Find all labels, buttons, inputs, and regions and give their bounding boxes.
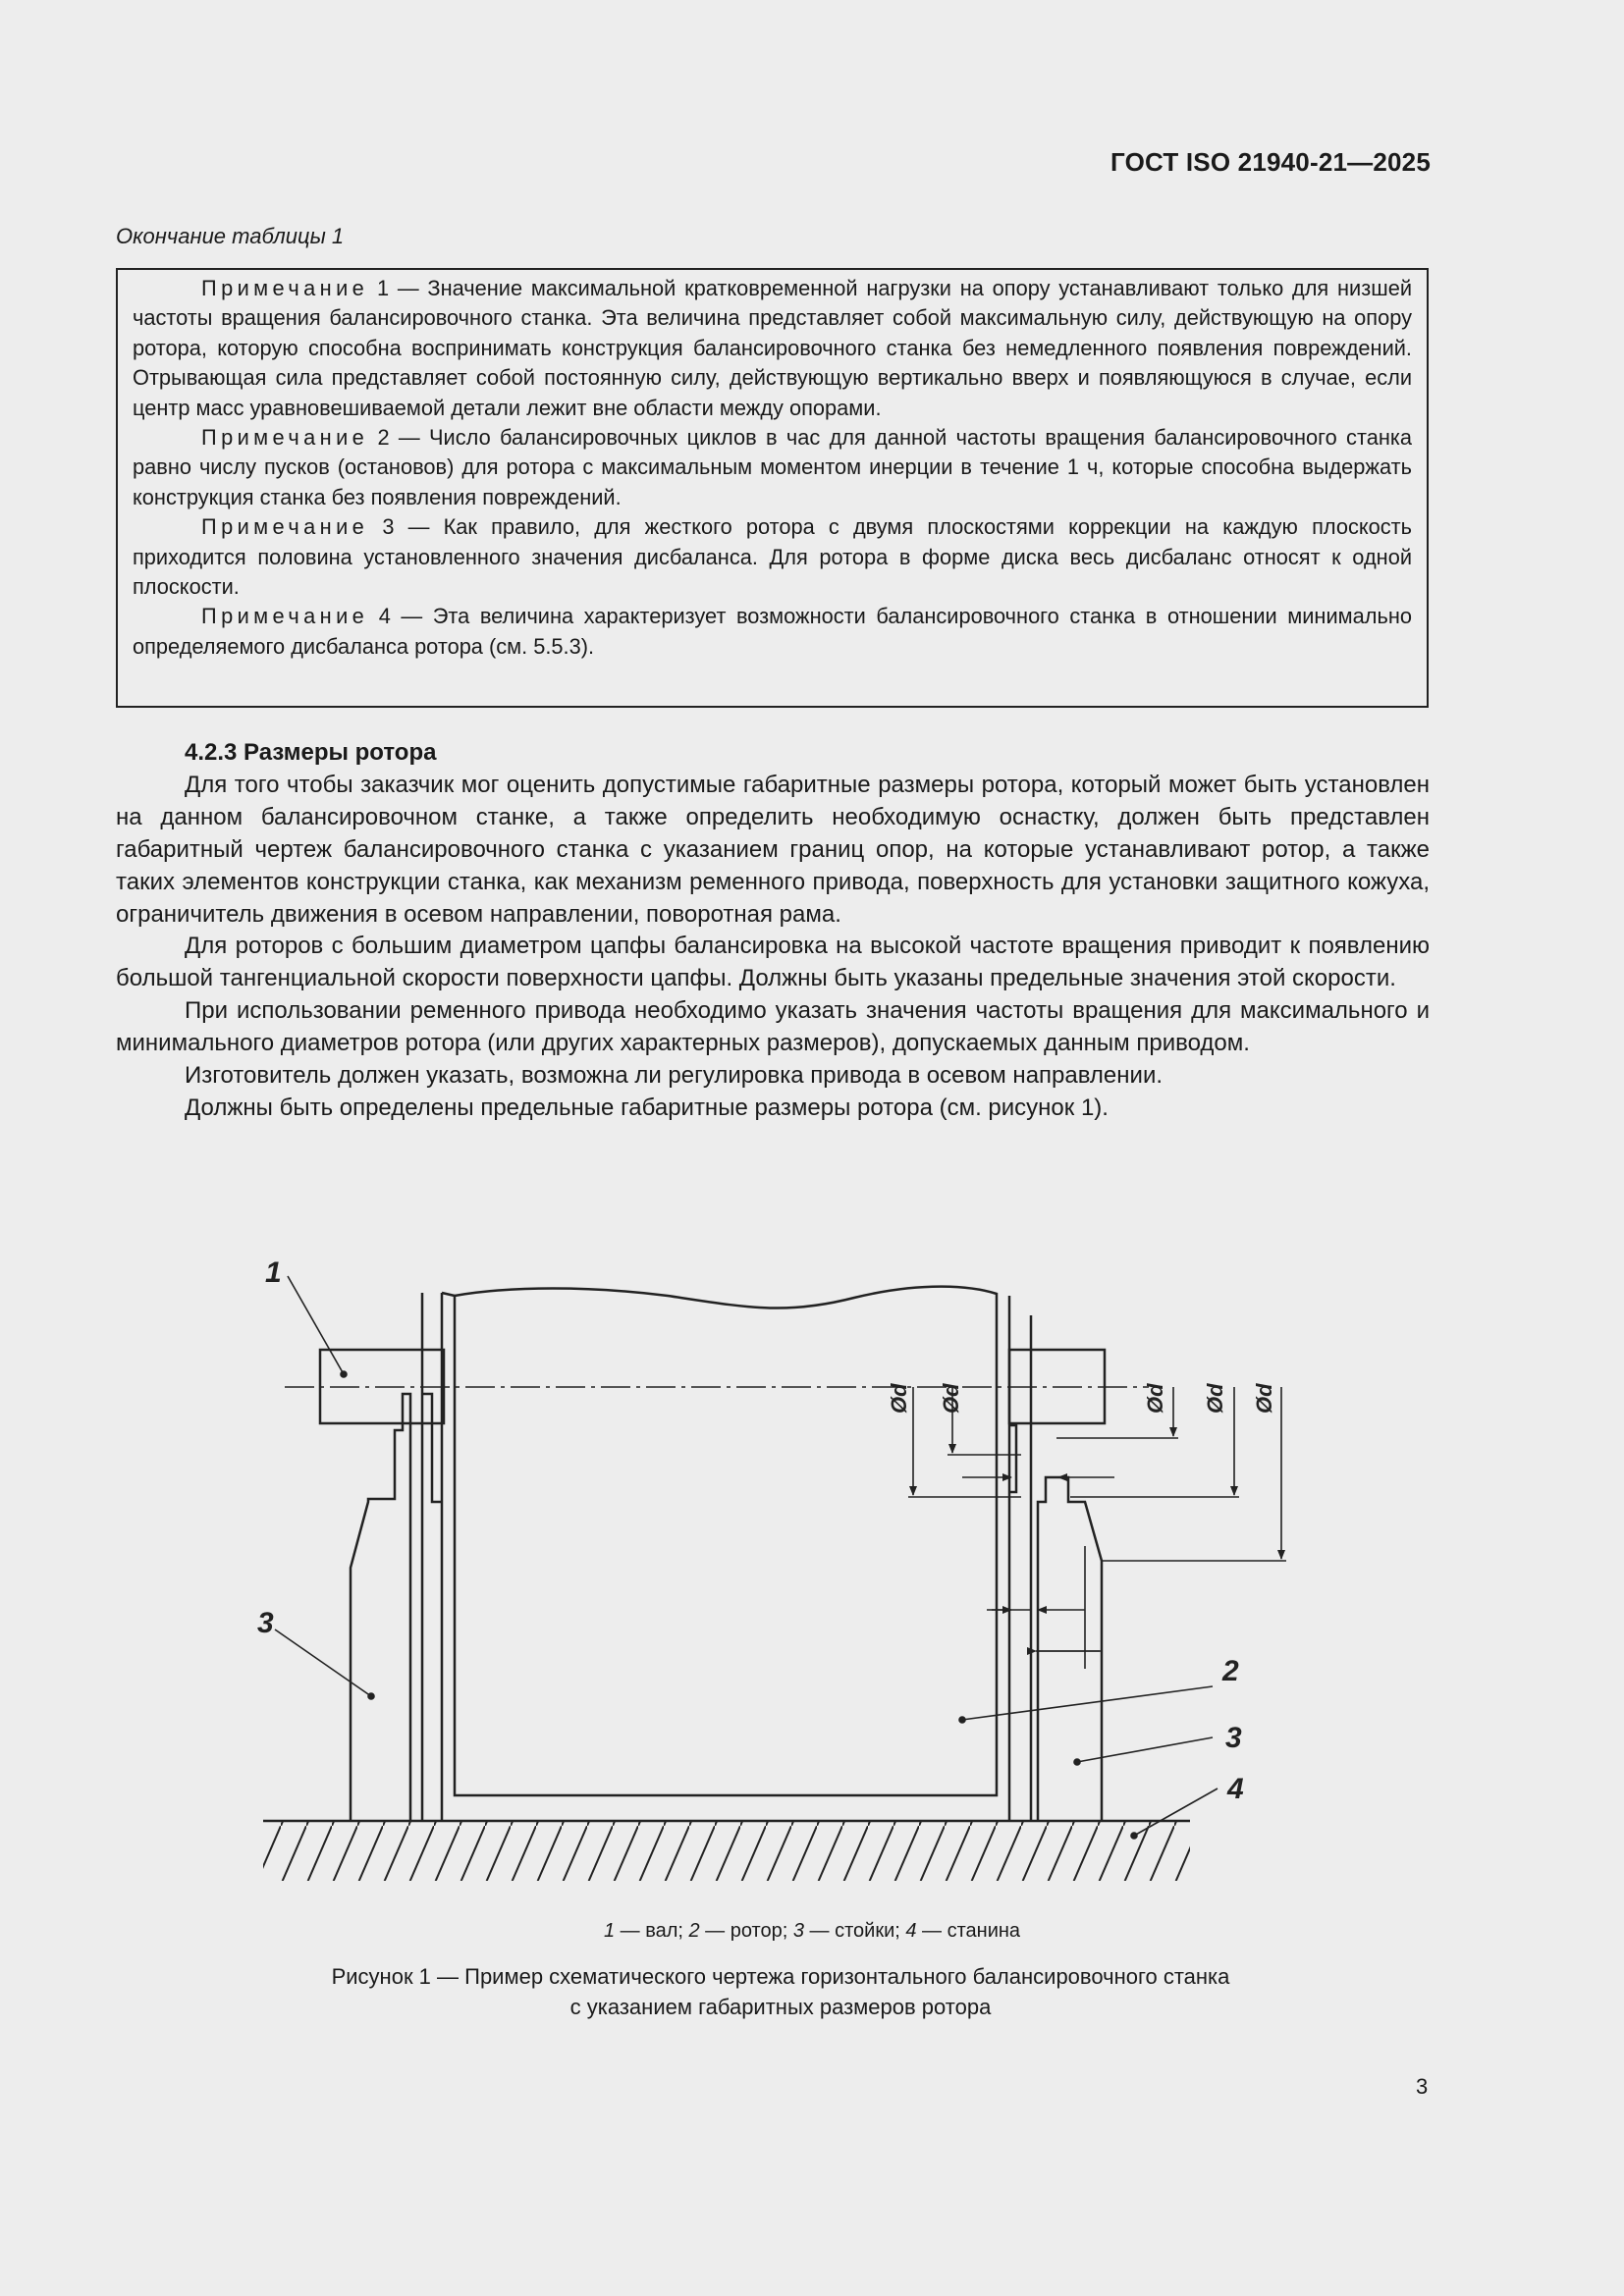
paragraph: Для того чтобы заказчик мог оценить допустимые габаритные размеры ротора, который может быть установлен на данном балансировочном станке, а также определить необходимую оснастку, должен быть представлен габаритный чертеж балансировочного станка с указанием границ опор, на которые устанавливают ротор, а также таких элементов конструкции станка, как механизм ременного привода, поверхность для установки защитного кожуха, ограничитель движения в осевом направлении, поворотная рама.	[116, 771, 1430, 928]
paragraph: Должны быть определены предельные габаритные размеры ротора (см. рисунок 1).	[185, 1094, 1109, 1121]
legend-number: 3	[792, 1920, 804, 1942]
note-3	[133, 512, 1412, 602]
note-text: 4 — Эта величина характеризует возможности балансировочного станка в отношении минимально определяемого дисбаланса ротора (см. 5.5.3).	[133, 604, 1412, 659]
left-stand	[351, 1394, 410, 1821]
legend-text: — ротор;	[699, 1920, 793, 1942]
diameter-label: Ød	[1252, 1383, 1276, 1414]
callout-number: 3	[1225, 1722, 1242, 1754]
legend-number: 1	[603, 1920, 616, 1942]
legend-number: 4	[905, 1920, 917, 1942]
legend-text: — вал;	[615, 1920, 689, 1942]
callout-number: 1	[265, 1256, 282, 1289]
note-text: 2 — Число балансировочных циклов в час для данной частоты вращения балансировочного станка равно числу пусков (остановов) для ротора с максимальным моментом инерции в течение 1 ч, которые способна выдержать конструкция станка без появления повреждений.	[133, 425, 1412, 509]
diameter-label: Ød	[1143, 1383, 1167, 1414]
caption-line: Рисунок 1 — Пример схематического чертежа горизонтального балансировочного станка	[331, 1964, 1230, 1989]
note-label: Примечание	[201, 425, 369, 451]
rotor-end-line	[442, 1293, 455, 1296]
callout-number: 3	[257, 1607, 274, 1639]
callout-number: 4	[1227, 1773, 1244, 1805]
note-label: Примечание	[201, 514, 369, 540]
balancing-machine-drawing	[245, 1245, 1326, 1893]
figure-caption	[0, 1961, 1561, 2022]
legend-number: 2	[688, 1920, 700, 1942]
paragraph: Изготовитель должен указать, возможна ли регулировка привода в осевом направлении.	[185, 1062, 1164, 1090]
section-heading: 4.2.3 Размеры ротора	[185, 739, 437, 766]
note-2	[133, 423, 1412, 512]
diameter-label: Ød	[887, 1383, 911, 1414]
left-bearing-step	[422, 1394, 442, 1502]
caption-line: с указанием габаритных размеров ротора	[569, 1995, 992, 2019]
notes-box	[116, 268, 1429, 708]
note-label: Примечание	[201, 604, 369, 629]
dimension-lines	[908, 1387, 1286, 1669]
page-number: 3	[1416, 2074, 1429, 2099]
table-continuation-label: Окончание таблицы 1	[116, 224, 345, 248]
diameter-label: Ød	[1203, 1383, 1227, 1414]
section-body	[116, 737, 1430, 1125]
note-text: 1 — Значение максимальной кратковременной нагрузки на опору устанавливают только для низшей частоты вращения балансировочного станка. Эта величина представляет собой максимальную силу, действующую на опору ротора, которую способна воспринимать конструкция балансировочного станка без немедленного появления повреждений. Отрывающая сила представляет собой постоянную силу, действующую вертикально вверх и появляющуюся в случае, если центр масс уравновешиваемой детали лежит вне области между опорами.	[133, 276, 1412, 420]
diameter-label: Ød	[939, 1383, 963, 1414]
machine-base	[263, 1821, 1190, 1881]
paragraph: Для роторов с большим диаметром цапфы балансировка на высокой частоте вращения приводит к появлению большой тангенциальной скорости поверхности цапфы. Должны быть указаны предельные значения этой скорости.	[116, 933, 1430, 992]
figure-legend	[0, 1920, 1624, 1943]
note-4	[133, 602, 1412, 662]
note-text: 3 — Как правило, для жесткого ротора с двумя плоскостями коррекции на каждую плоскость приходится половина установленного значения дисбаланса. Для ротора в форме диска весь дисбаланс относят к одной плоскости.	[133, 514, 1412, 600]
rotor-body	[455, 1287, 997, 1795]
paragraph: При использовании ременного привода необходимо указать значения частоты вращения для максимального и минимального диаметров ротора (или других характерных размеров), допускаемых данным приводом.	[116, 997, 1430, 1057]
callout-number: 2	[1222, 1655, 1239, 1687]
note-1	[133, 274, 1412, 423]
legend-text: — стойки;	[803, 1920, 906, 1942]
note-label: Примечание	[201, 276, 369, 300]
legend-text: — станина	[916, 1920, 1021, 1942]
callout-leaders	[275, 1276, 1218, 1839]
document-code: ГОСТ ISO 21940-21—2025	[1110, 147, 1431, 177]
right-stand	[1038, 1477, 1102, 1821]
